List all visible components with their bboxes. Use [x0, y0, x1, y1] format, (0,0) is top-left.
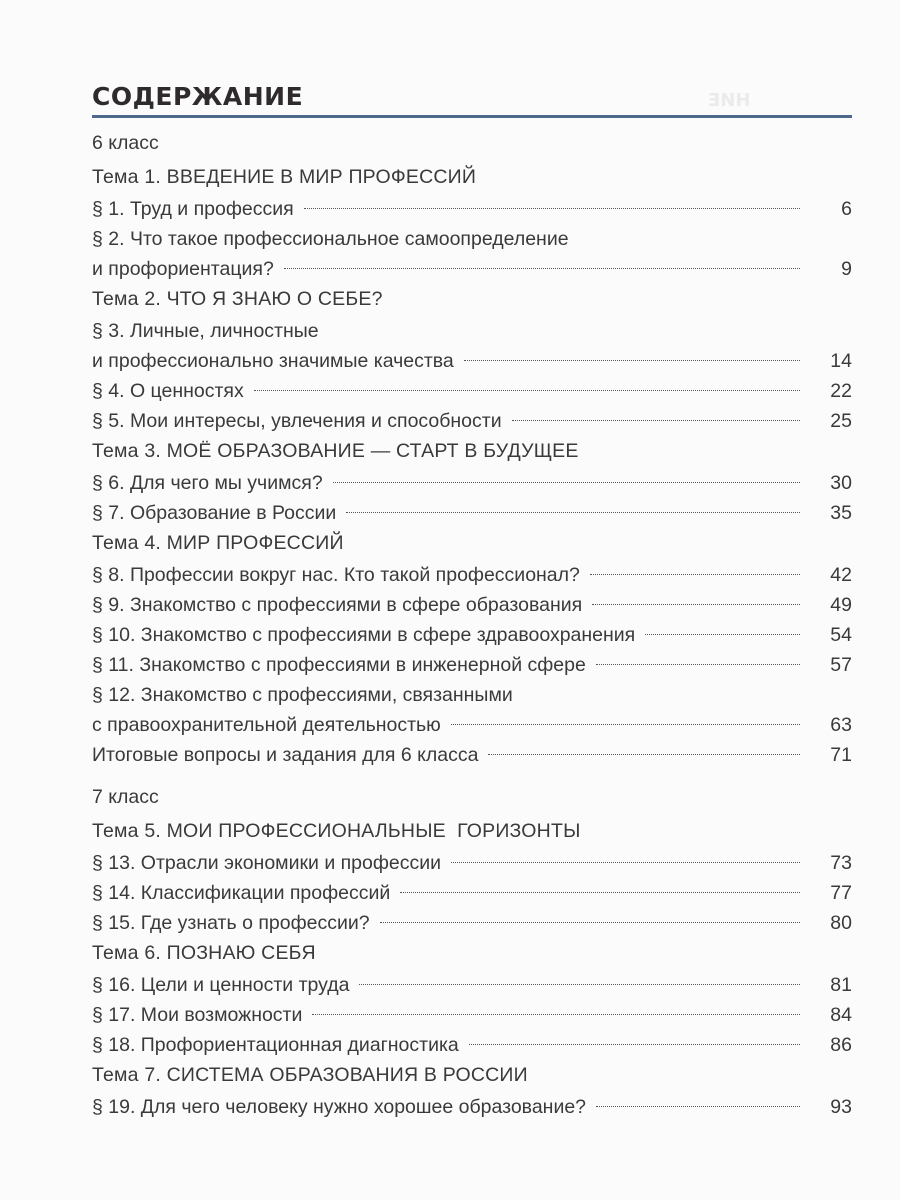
- dot-leader: [304, 208, 800, 209]
- toc-entry[interactable]: [92, 194, 852, 224]
- toc-entry[interactable]: [92, 560, 852, 590]
- entry-title: § 18. Профориентационная диагностика: [92, 1034, 459, 1056]
- page-number: 9: [841, 258, 852, 280]
- dot-leader: [592, 604, 800, 605]
- entry-title-cont: с правоохранительной деятельностью: [92, 714, 441, 736]
- dot-leader: [400, 892, 800, 893]
- dot-leader: [464, 360, 800, 361]
- page-number: 25: [830, 410, 852, 432]
- page-number: 71: [830, 744, 852, 766]
- entry-title: § 4. О ценностях: [92, 380, 244, 402]
- page-number: 30: [830, 472, 852, 494]
- toc-entry[interactable]: [92, 970, 852, 1000]
- entry-title: § 9. Знакомство с профессиями в сфере образования: [92, 594, 583, 616]
- topic-heading: Тема 6. ПОЗНАЮ СЕБЯ: [92, 942, 316, 964]
- entry-title: § 8. Профессии вокруг нас. Кто такой профессионал?: [92, 564, 580, 586]
- entry-title: § 17. Мои возможности: [92, 1004, 303, 1026]
- entry-title: § 14. Классификации профессий: [92, 882, 391, 904]
- topic-heading: Тема 4. МИР ПРОФЕССИЙ: [92, 532, 344, 554]
- dot-leader: [590, 574, 800, 575]
- dot-leader: [284, 268, 800, 269]
- entry-title-cont: и профориентация?: [92, 258, 274, 280]
- dot-leader: [512, 420, 800, 421]
- toc-entry[interactable]: [92, 908, 852, 938]
- page-number: 49: [830, 594, 852, 616]
- toc-entry[interactable]: [92, 740, 852, 770]
- toc-entry[interactable]: [92, 468, 852, 498]
- topic-heading: Тема 3. МОЁ ОБРАЗОВАНИЕ — СТАРТ В БУДУЩЕЕ: [92, 440, 579, 462]
- toc-page: [92, 82, 852, 1122]
- entry-title: § 7. Образование в России: [92, 502, 337, 524]
- entry-title: § 15. Где узнать о профессии?: [92, 912, 370, 934]
- topic-heading: Тема 2. ЧТО Я ЗНАЮ О СЕБЕ?: [92, 288, 383, 310]
- page-number: 14: [830, 350, 852, 372]
- page-number: 77: [830, 882, 852, 904]
- dot-leader: [596, 1106, 800, 1107]
- entry-title: § 12. Знакомство с профессиями, связанными: [92, 684, 513, 706]
- entry-title: § 3. Личные, личностные: [92, 320, 319, 342]
- entry-title: § 5. Мои интересы, увлечения и способности: [92, 410, 502, 432]
- toc-entry[interactable]: [92, 878, 852, 908]
- page-number: 84: [830, 1004, 852, 1026]
- toc-entry[interactable]: [92, 376, 852, 406]
- entry-title: § 6. Для чего мы учимся?: [92, 472, 323, 494]
- grade-heading: 7 класс: [92, 786, 159, 808]
- page-number: 6: [841, 198, 852, 220]
- topic-heading: Тема 5. МОИ ПРОФЕССИОНАЛЬНЫЕ ГОРИЗОНТЫ: [92, 820, 581, 842]
- page-number: 81: [830, 974, 852, 996]
- dot-leader: [488, 754, 800, 755]
- page-number: 63: [830, 714, 852, 736]
- page-number: 35: [830, 502, 852, 524]
- topic-heading: Тема 1. ВВЕДЕНИЕ В МИР ПРОФЕССИЙ: [92, 166, 477, 188]
- entry-title: § 2. Что такое профессиональное самоопределение: [92, 228, 569, 250]
- bleed-through-text: НИЕ: [707, 90, 750, 111]
- dot-leader: [312, 1014, 800, 1015]
- toc-entry[interactable]: [92, 498, 852, 528]
- title-underline: [92, 115, 852, 118]
- page-number: 42: [830, 564, 852, 586]
- page-number: 73: [830, 852, 852, 874]
- entry-title: Итоговые вопросы и задания для 6 класса: [92, 744, 479, 766]
- page-title: СОДЕРЖАНИЕ: [92, 82, 304, 111]
- page-number: 22: [830, 380, 852, 402]
- entry-title: § 16. Цели и ценности труда: [92, 974, 350, 996]
- entry-title: § 1. Труд и профессия: [92, 198, 294, 220]
- toc-entry[interactable]: [92, 848, 852, 878]
- table-of-contents: [92, 128, 852, 1122]
- entry-title: § 19. Для чего человеку нужно хорошее образование?: [92, 1096, 587, 1118]
- entry-title: § 11. Знакомство с профессиями в инженерной сфере: [92, 654, 586, 676]
- dot-leader: [333, 482, 800, 483]
- dot-leader: [346, 512, 800, 513]
- page-number: 93: [830, 1096, 852, 1118]
- toc-entry[interactable]: [92, 1092, 852, 1122]
- page-number: 86: [830, 1034, 852, 1056]
- page-number: 54: [830, 624, 852, 646]
- toc-entry[interactable]: [92, 224, 852, 284]
- entry-title: § 13. Отрасли экономики и профессии: [92, 852, 442, 874]
- page-number: 57: [830, 654, 852, 676]
- dot-leader: [380, 922, 800, 923]
- dot-leader: [451, 862, 800, 863]
- toc-entry[interactable]: [92, 650, 852, 680]
- dot-leader: [596, 664, 800, 665]
- toc-entry[interactable]: [92, 1000, 852, 1030]
- dot-leader: [451, 724, 800, 725]
- toc-entry[interactable]: [92, 590, 852, 620]
- dot-leader: [254, 390, 800, 391]
- topic-heading: Тема 7. СИСТЕМА ОБРАЗОВАНИЯ В РОССИИ: [92, 1064, 528, 1086]
- grade-heading: 6 класс: [92, 132, 159, 154]
- toc-entry[interactable]: [92, 316, 852, 376]
- entry-title-cont: и профессионально значимые качества: [92, 350, 454, 372]
- toc-entry[interactable]: [92, 1030, 852, 1060]
- toc-entry[interactable]: [92, 680, 852, 740]
- dot-leader: [359, 984, 800, 985]
- toc-entry[interactable]: [92, 406, 852, 436]
- dot-leader: [469, 1044, 800, 1045]
- entry-title: § 10. Знакомство с профессиями в сфере здравоохранения: [92, 624, 636, 646]
- page-number: 80: [830, 912, 852, 934]
- toc-entry[interactable]: [92, 620, 852, 650]
- dot-leader: [645, 634, 800, 635]
